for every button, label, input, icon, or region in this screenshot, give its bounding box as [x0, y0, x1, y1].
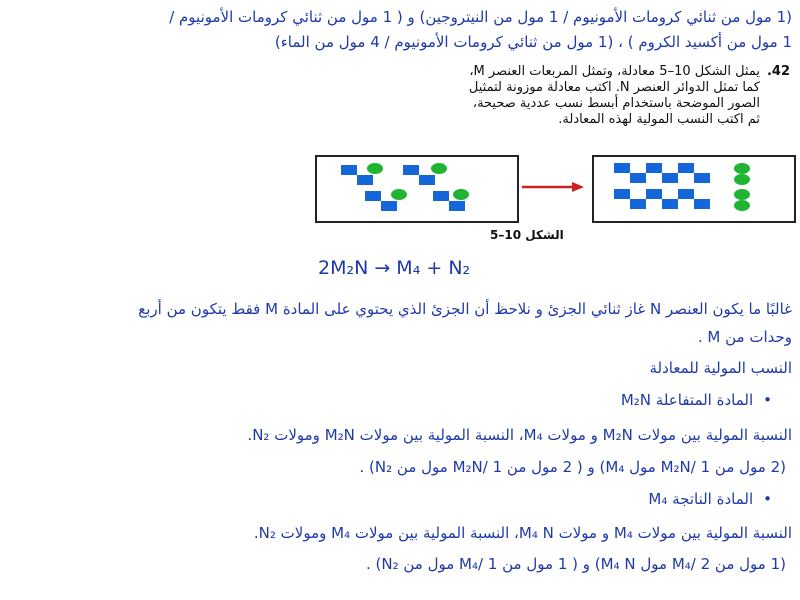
product-label — [8, 488, 772, 510]
reaction-arrow-icon — [522, 182, 584, 192]
top-answer-line-1: (1 مول من ثنائي كرومات الأمونيوم / 1 مول من النيتروجين) و ( 1 مول من ثنائي كرومات الأمونيوم / — [169, 8, 792, 26]
m-square — [341, 165, 357, 175]
m-square — [381, 201, 397, 211]
explanation-line-2: وحدات من M . — [697, 328, 792, 346]
product-ratio-values: (1 مول من M₄/ 2 مول M₄ N) و ( 1 مول من M₄/ 1 مول من N₂) . — [365, 555, 786, 573]
m-square — [630, 199, 646, 209]
reactant-label-text: • المادة المتفاعلة M₂N — [621, 391, 772, 409]
m-square — [449, 201, 465, 211]
reactant-ratio-values: (2 مول من M₂N/ 1 مول M₄) و ( 2 مول من M₂N/ 1 مول من N₂) . — [359, 458, 786, 476]
m-square — [614, 189, 630, 199]
question-line-1: يمثل الشكل 10–5 معادلة، وتمثل المربعات العنصر M، — [469, 64, 760, 79]
m-square — [662, 173, 678, 183]
m-square — [662, 199, 678, 209]
m-square — [678, 189, 694, 199]
explanation-line-1: غالبًا ما يكون العنصر N غاز ثنائي الجزئ و نلاحظ أن الجزئ الذي يحتوي على المادة M فقط يتكون من أربع — [138, 300, 792, 318]
m-square — [646, 163, 662, 173]
reactant-label — [8, 389, 772, 411]
n-circle — [431, 163, 447, 174]
balanced-equation: 2M₂N → M₄ + N₂ — [318, 257, 471, 279]
n-circle — [734, 200, 750, 211]
m-square — [365, 191, 381, 201]
m-square — [357, 175, 373, 185]
question-line-2: كما تمثل الدوائر العنصر N. اكتب معادلة موزونة لتمثيل — [468, 80, 760, 95]
n-circle — [734, 163, 750, 174]
m-square — [678, 163, 694, 173]
m-square — [646, 189, 662, 199]
reactants-panel — [315, 155, 519, 223]
question-line-3: الصور الموضحة باستخدام أبسط نسب عددية صحيحة، — [472, 96, 760, 111]
n-circle — [734, 189, 750, 200]
n-circle — [734, 174, 750, 185]
products-panel — [592, 155, 796, 223]
reactant-ratio-text: النسبة المولية بين مولات M₂N و مولات M₄، النسبة المولية بين مولات M₂N ومولات N₂. — [247, 426, 792, 444]
m-square — [614, 163, 630, 173]
m-square — [694, 199, 710, 209]
n-circle — [391, 189, 407, 200]
question-number: 42. — [766, 64, 790, 79]
m-square — [419, 175, 435, 185]
question-block — [300, 64, 790, 148]
m-square — [403, 165, 419, 175]
top-answer-line-2: 1 مول من أكسيد الكروم ) ، (1 مول من ثنائي كرومات الأمونيوم / 4 مول من الماء) — [274, 33, 792, 51]
m-square — [433, 191, 449, 201]
figure-caption: الشكل 10–5 — [490, 228, 564, 242]
n-circle — [453, 189, 469, 200]
m-square — [694, 173, 710, 183]
question-line-4: ثم اكتب النسب المولية لهذه المعادلة. — [558, 112, 760, 127]
mole-ratios-heading: النسب المولية للمعادلة — [649, 359, 792, 377]
n-circle — [367, 163, 383, 174]
product-label-text: • المادة الناتجة M₄ — [648, 490, 772, 508]
product-ratio-text: النسبة المولية بين مولات M₄ و مولات M₄ N، النسبة المولية بين مولات M₄ ومولات N₂. — [253, 524, 792, 542]
m-square — [630, 173, 646, 183]
